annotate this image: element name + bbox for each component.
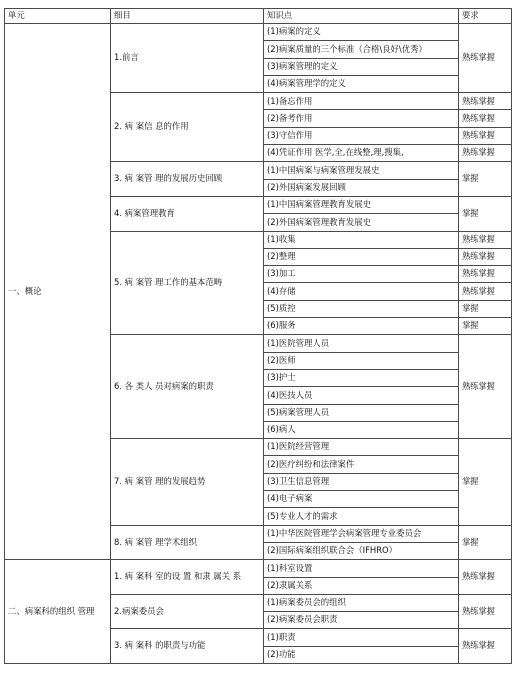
unit-cell: 二、病案科的组织 管理 bbox=[5, 560, 111, 664]
knowledge-point-cell: (1)中国病案管理教育发展史 bbox=[264, 196, 459, 213]
knowledge-point-cell: (2)病案委员会职责 bbox=[264, 612, 459, 629]
item-cell: 1. 病 案科 室的设 置 和隶 属关 系 bbox=[111, 560, 264, 595]
header-item: 细目 bbox=[111, 9, 264, 24]
table-body bbox=[5, 24, 512, 664]
requirement-cell: 熟练掌握 bbox=[459, 110, 512, 127]
requirement-cell: 熟练掌握 bbox=[459, 629, 512, 664]
requirement-cell: 掌握 bbox=[459, 196, 512, 231]
table-row bbox=[5, 24, 512, 41]
item-cell: 1.前言 bbox=[111, 24, 264, 93]
requirement-cell: 掌握 bbox=[459, 525, 512, 560]
knowledge-point-cell: (3)加工 bbox=[264, 266, 459, 283]
header-unit: 单元 bbox=[5, 9, 111, 24]
knowledge-point-cell: (1)医院经营管理 bbox=[264, 439, 459, 456]
requirement-cell: 熟练掌握 bbox=[459, 560, 512, 595]
requirement-cell: 熟练掌握 bbox=[459, 24, 512, 93]
knowledge-point-cell: (6)病人 bbox=[264, 421, 459, 438]
requirement-cell: 掌握 bbox=[459, 300, 512, 317]
unit-cell: 一、概论 bbox=[5, 24, 111, 560]
requirement-cell: 掌握 bbox=[459, 439, 512, 525]
header-row bbox=[5, 9, 512, 24]
knowledge-point-cell: (1)中国病案与病案管理发展史 bbox=[264, 162, 459, 179]
requirement-cell: 熟练掌握 bbox=[459, 93, 512, 110]
knowledge-point-cell: (3)护士 bbox=[264, 369, 459, 386]
knowledge-point-cell: (6)服务 bbox=[264, 318, 459, 335]
header-requirement: 要求 bbox=[459, 9, 512, 24]
syllabus-table bbox=[4, 8, 512, 664]
knowledge-point-cell: (4)病案管理学的定义 bbox=[264, 75, 459, 92]
knowledge-point-cell: (2)医师 bbox=[264, 352, 459, 369]
requirement-cell: 掌握 bbox=[459, 318, 512, 335]
knowledge-point-cell: (2)功能 bbox=[264, 646, 459, 663]
knowledge-point-cell: (2)病案质量的三个标准（合格\良好\优秀） bbox=[264, 41, 459, 58]
requirement-cell: 熟练掌握 bbox=[459, 266, 512, 283]
requirement-cell: 熟练掌握 bbox=[459, 248, 512, 265]
item-cell: 7. 病 案管 理的发展趋势 bbox=[111, 439, 264, 525]
knowledge-point-cell: (1)病案委员会的组织 bbox=[264, 594, 459, 611]
knowledge-point-cell: (1)收集 bbox=[264, 231, 459, 248]
knowledge-point-cell: (2)外国病案管理教育发展史 bbox=[264, 214, 459, 231]
knowledge-point-cell: (2)隶属关系 bbox=[264, 577, 459, 594]
header-knowledge-point: 知识点 bbox=[264, 9, 459, 24]
knowledge-point-cell: (3)守信作用 bbox=[264, 127, 459, 144]
knowledge-point-cell: (1)职责 bbox=[264, 629, 459, 646]
knowledge-point-cell: (5)专业人才的需求 bbox=[264, 508, 459, 525]
requirement-cell: 熟练掌握 bbox=[459, 127, 512, 144]
knowledge-point-cell: (3)病案管理的定义 bbox=[264, 58, 459, 75]
knowledge-point-cell: (1)科室设置 bbox=[264, 560, 459, 577]
requirement-cell: 熟练掌握 bbox=[459, 335, 512, 439]
item-cell: 3. 病 案科 的职责与功能 bbox=[111, 629, 264, 664]
knowledge-point-cell: (2)备考作用 bbox=[264, 110, 459, 127]
knowledge-point-cell: (5)病案管理人员 bbox=[264, 404, 459, 421]
knowledge-point-cell: (2)外国病案发展回顾 bbox=[264, 179, 459, 196]
requirement-cell: 熟练掌握 bbox=[459, 231, 512, 248]
knowledge-point-cell: (4)凭证作用 医学,全,在线整,理,搜集, bbox=[264, 145, 459, 162]
knowledge-point-cell: (2)医疗纠纷和法律案件 bbox=[264, 456, 459, 473]
knowledge-point-cell: (1)医院管理人员 bbox=[264, 335, 459, 352]
item-cell: 3. 病 案管 理的发展历史回顾 bbox=[111, 162, 264, 197]
knowledge-point-cell: (3)卫生信息管理 bbox=[264, 473, 459, 490]
knowledge-point-cell: (4)电子病案 bbox=[264, 491, 459, 508]
knowledge-point-cell: (5)质控 bbox=[264, 300, 459, 317]
knowledge-point-cell: (2)国际病案组织联合会（IFHRO） bbox=[264, 542, 459, 559]
knowledge-point-cell: (4)存储 bbox=[264, 283, 459, 300]
item-cell: 5. 病 案管 理工作的基本范畴 bbox=[111, 231, 264, 335]
table-row bbox=[5, 560, 512, 577]
item-cell: 2.病案委员会 bbox=[111, 594, 264, 629]
item-cell: 6. 各 类人 员对病案的职责 bbox=[111, 335, 264, 439]
knowledge-point-cell: (1)病案的定义 bbox=[264, 24, 459, 41]
requirement-cell: 熟练掌握 bbox=[459, 594, 512, 629]
knowledge-point-cell: (2)整理 bbox=[264, 248, 459, 265]
requirement-cell: 掌握 bbox=[459, 162, 512, 197]
knowledge-point-cell: (1)备忘作用 bbox=[264, 93, 459, 110]
requirement-cell: 熟练掌握 bbox=[459, 145, 512, 162]
item-cell: 8. 病 案管 理学术组织 bbox=[111, 525, 264, 560]
item-cell: 2. 病 案信 息的作用 bbox=[111, 93, 264, 162]
requirement-cell: 熟练掌握 bbox=[459, 283, 512, 300]
item-cell: 4. 病案管理教育 bbox=[111, 196, 264, 231]
knowledge-point-cell: (1)中华医院管理学会病案管理专业委员会 bbox=[264, 525, 459, 542]
knowledge-point-cell: (4)医技人员 bbox=[264, 387, 459, 404]
